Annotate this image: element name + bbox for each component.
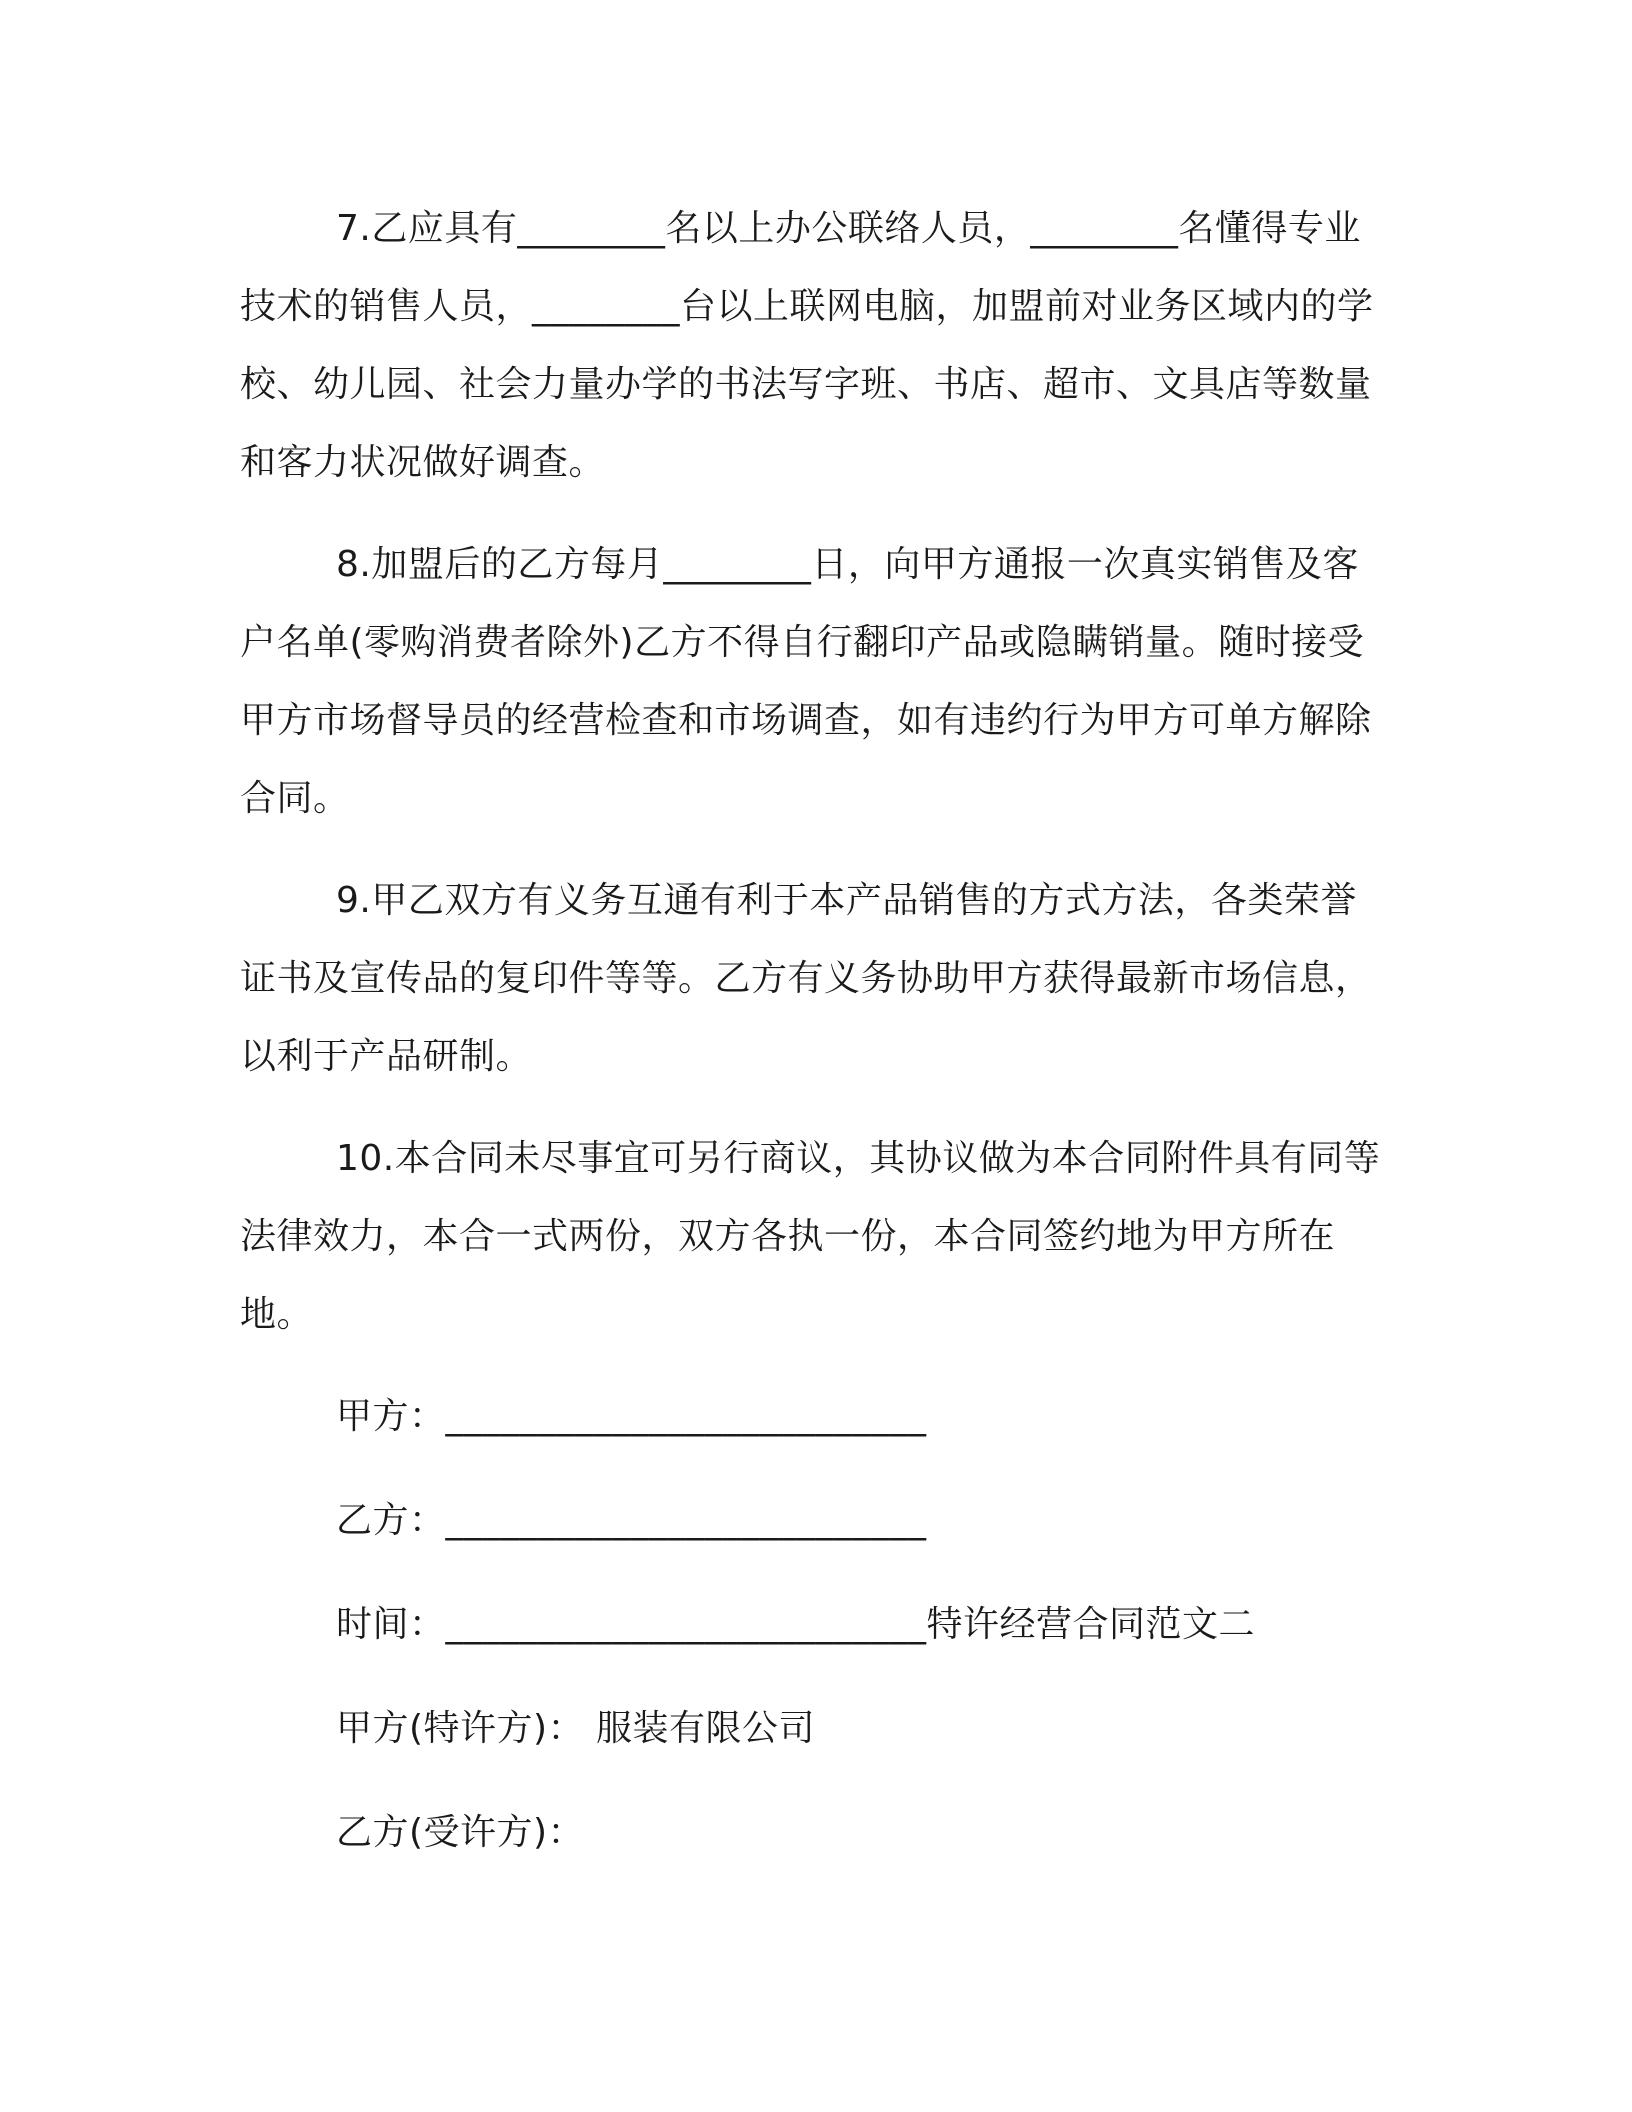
document-body	[240, 190, 1388, 1872]
date-line: 时间：__________________________特许经营合同范文二	[336, 1604, 1256, 1645]
clause-7: 7.乙应具有________名以上办公联络人员，________名懂得专业技术的销售人员，________台以上联网电脑，加盟前对业务区域内的学校、幼儿园、社会力量办学的书法写字班、书店、超市、文具店等数量和客力状况做好调查。	[240, 208, 1374, 483]
clause-8: 8.加盟后的乙方每月________日，向甲方通报一次真实销售及客户名单(零购消费者除外)乙方不得自行翻印产品或隐瞒销量。随时接受甲方市场督导员的经营检查和市场调查，如有违约行为甲方可单方解除合同。	[240, 544, 1372, 819]
clause-9: 9.甲乙双方有义务互通有利于本产品销售的方式方法，各类荣誉证书及宣传品的复印件等等。乙方有义务协助甲方获得最新市场信息，以利于产品研制。	[240, 880, 1372, 1077]
clause-10: 10.本合同未尽事宜可另行商议，其协议做为本合同附件具有同等法律效力，本合一式两份，双方各执一份，本合同签约地为甲方所在地。	[240, 1138, 1381, 1335]
signature-block	[240, 1378, 1388, 1872]
franchisor-line: 甲方(特许方)： 服装有限公司	[336, 1708, 816, 1749]
franchisee-line: 乙方(受许方)：	[336, 1812, 585, 1853]
party-b-signature-line: 乙方：__________________________	[336, 1500, 927, 1541]
party-a-signature-line: 甲方：__________________________	[336, 1396, 927, 1437]
